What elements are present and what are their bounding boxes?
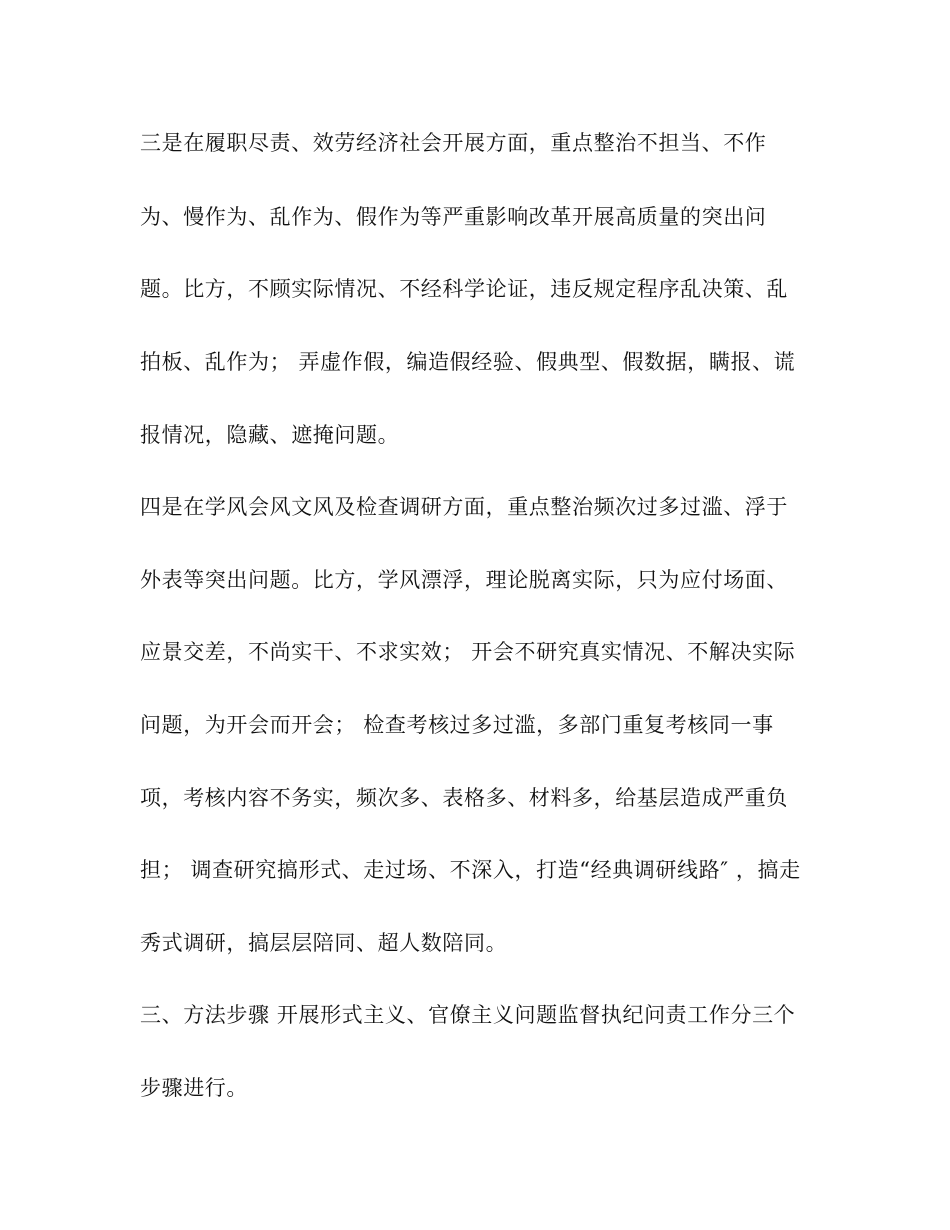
paragraph-line: 为、慢作为、乱作为、假作为等严重影响改革开展高质量的突出问 [140,205,767,229]
paragraph-line: 题。比方，不顾实际情况、不经科学论证，违反规定程序乱决策、乱 [140,277,788,301]
paragraph-line: 应景交差，不尚实干、不求实效； 开会不研究真实情况、不解决实际 [140,640,796,664]
paragraph-line: 担； 调查研究搞形式、走过场、不深入，打造“经典调研线路″ ，搞走 [140,858,801,882]
paragraph-line: 项，考核内容不务实，频次多、表格多、材料多，给基层造成严重负 [140,786,788,810]
paragraph-line: 报情况，隐藏、遮掩问题。 [140,423,400,447]
paragraph-line: 秀式调研，搞层层陪同、超人数陪同。 [140,931,508,955]
paragraph-line: 外表等突出问题。比方，学风漂浮，理论脱离实际，只为应付场面、 [140,568,788,592]
paragraph-line: 四是在学风会风文风及检查调研方面，重点整治频次过多过滥、浮于 [140,495,788,519]
paragraph-line: 问题，为开会而开会； 检查考核过多过滥，多部门重复考核同一事 [140,713,774,737]
paragraph-line: 拍板、乱作为； 弄虚作假，编造假经验、假典型、假数据，瞒报、谎 [140,350,796,374]
paragraph-line: 步骤进行。 [140,1076,248,1100]
paragraph-line: 三、方法步骤 开展形式主义、官僚主义问题监督执纪问责工作分三个 [140,1003,796,1027]
paragraph-line: 三是在履职尽责、效劳经济社会开展方面，重点整治不担当、不作 [140,131,767,155]
